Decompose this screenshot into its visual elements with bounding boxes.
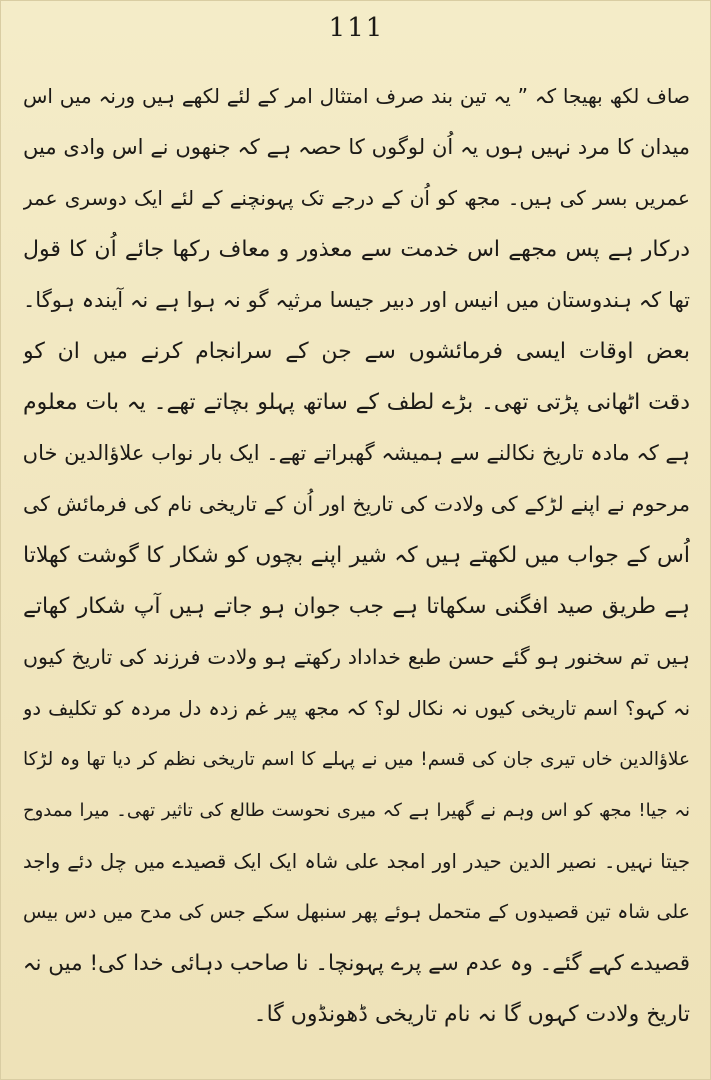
text-line: میدان کا مرد نہیں ہوں یہ اُن لوگوں کا حصہ ہے کہ جنھوں نے اس وادی میں [23, 135, 690, 159]
text-line: تھا کہ ہندوستان میں انیس اور دبیر جیسا مرثیہ گو نہ ہوا ہے نہ آیندہ ہوگا۔ [23, 288, 690, 312]
text-line: جیتا نہیں۔ نصیر الدین حیدر اور امجد علی شاہ ایک ایک قصیدے میں چل دئے واجد [23, 850, 690, 873]
text-line: عمریں بسر کی ہیں۔ مجھ کو اُن کے درجے تک پہونچنے کے لئے ایک دوسری عمر [23, 186, 690, 210]
text-line: بعض اوقات ایسی فرمائشوں سے جن کے سرانجام کرنے میں ان کو [23, 339, 690, 364]
text-line: علی شاہ تین قصیدوں کے متحمل ہوئے پھر سنبھل سکے جس کی مدح میں دس بیس [23, 901, 690, 923]
text-line: ہیں تم سخنور ہو گئے حسن طبع خداداد رکھتے ہو ولادت فرزند کی تاریخ کیوں [23, 645, 690, 669]
text-line: مرحوم نے اپنے لڑکے کی ولادت کی تاریخ اور اُن کے تاریخی نام کی فرمائش کی [23, 492, 690, 516]
text-line: ہے طریق صید افگنی سکھاتا ہے جب جوان ہو جاتے ہیں آپ شکار کھاتے [23, 594, 690, 619]
text-line: قصیدے کہے گئے۔ وہ عدم سے پرے پہونچا۔ نا صاحب دہائی خدا کی! میں نہ [23, 951, 690, 976]
text-line: نہ جیا! مجھ کو اس وہم نے گھیرا ہے کہ میری نحوست طالع کی تاثیر تھی۔ میرا ممدوح [23, 800, 690, 821]
text-line: علاؤالدین خاں تیری جان کی قسم! میں نے پہلے کا اسم تاریخی نظم کر دیا تھا وہ لڑکا [23, 749, 690, 770]
text-line: درکار ہے پس مجھے اس خدمت سے معذور و معاف رکھا جائے اُن کا قول [23, 237, 690, 262]
text-line: نہ کہو؟ اسم تاریخی کیوں نہ نکال لو؟ کہ مجھ پیر غم زدہ دل مردہ کو تکلیف دو [23, 697, 690, 720]
page-number: 111 [328, 13, 385, 43]
text-line: صاف لکھ بھیجا کہ ” یہ تین بند صرف امتثال امر کے لئے لکھے ہیں ورنہ میں اس [23, 84, 690, 108]
text-line: دقت اٹھانی پڑتی تھی۔ بڑے لطف کے ساتھ پہلو بچاتے تھے۔ یہ بات معلوم [23, 390, 690, 415]
text-line: اُس کے جواب میں لکھتے ہیں کہ شیر اپنے بچوں کو شکار کا گوشت کھلاتا [23, 543, 690, 568]
text-line: ہے کہ مادہ تاریخ نکالنے سے ہمیشہ گھبراتے تھے۔ ایک بار نواب علاؤالدین خاں [23, 441, 690, 465]
urdu-body-text [23, 71, 690, 1040]
text-line: تاریخ ولادت کہوں گا نہ نام تاریخی ڈھونڈوں گا۔ [253, 1002, 690, 1027]
